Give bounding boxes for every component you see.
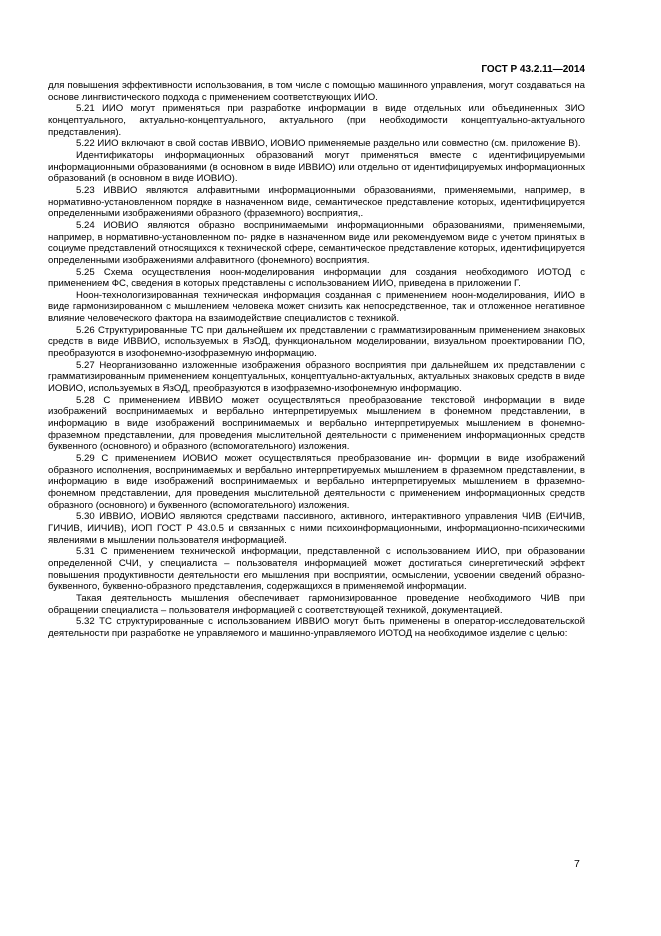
paragraph: 5.27 Неорганизованно изложенные изображения образного восприятия при дальнейшем их представлении с грамматизированным применением концептуальных, концептуально-актуальных, актуальных знаковых средств в виде ИОВИО, используемых в ЯзОД, преобразуются в изофраземно-изофонемную информацию.	[48, 359, 585, 395]
paragraph: Идентификаторы информационных образований могут применяться вместе с идентифицируемыми информационными образованиями (в основном в виде ИВВИО) или отдельно от идентифицируемых информационных образований (в основном в виде ИОВИО).	[48, 149, 585, 185]
paragraph: 5.28 С применением ИВВИО может осуществляться преобразование текстовой информации в виде изображений воспринимаемых и вербально интерпретируемых мышлением в фонемном представлении, в информацию в виде изображений воспринимаемых и вербально интерпретируемых мышлением в фонемно-фраземном представлении, для проведения мыслительной деятельности с применением информационных средств буквенного (основного) и образного (вспомогательного) изложения.	[48, 394, 585, 453]
document-body	[48, 80, 585, 640]
paragraph: 5.26 Структурированные ТС при дальнейшем их представлении с грамматизированным применением знаковых средств в виде ИВВИО, используемых в ЯзОД, функциональном моделировании, визуальном проектировании ПО, преобразуются в изофонемно-изофраземную информацию.	[48, 324, 585, 360]
paragraph: 5.21 ИИО могут применяться при разработке информации в виде отдельных или объединенных ЗИО концептуального, актуально-концептуального, актуального (при необходимости концептуально-актуального представления).	[48, 103, 585, 138]
paragraph: для повышения эффективности использования, в том числе с помощью машинного управления, могут создаваться на основе лингвистического подхода с применением соответствующих ИИО.	[48, 80, 585, 103]
paragraph: 5.30 ИВВИО, ИОВИО являются средствами пассивного, активного, интерактивного управления ЧИВ (ЕИЧИВ, ГИЧИВ, ИИЧИВ), ИОП ГОСТ Р 43.0.5 и связанных с ними психоинформационными, информационно-психическими явлениями в мышлении пользователя информацией.	[48, 511, 585, 546]
paragraph: Ноон-технологизированная техническая информация созданная с применением ноон-моделирования, ИИО в виде гармонизированном с мышлением человека может снизить как непосредственное, так и отложенное негативное влияние человеческого фактора на взаимодействие специалистов с техникой.	[48, 289, 585, 325]
paragraph: 5.29 С применением ИОВИО может осуществляться преобразование ин- формции в виде изображений образного исполнения, воспринимаемых и вербально интерпретируемых мышлением в фраземном представлении, в информацию в виде изображений воспринимаемых и вербально интерпретируемых мышлением в фраземно-фонемном представлении, для проведения мыслительной деятельности с применением информационных средств образного (основного) и буквенного (вспомогательного) изложения.	[48, 453, 585, 511]
paragraph: 5.23 ИВВИО являются алфавитными информационными образованиями, применяемыми, например, в нормативно-установленном порядке в назначенном виде, семантическое представление которых, идентифицируется определенными изображениями образного (фраземного) восприятия,.	[48, 184, 585, 220]
paragraph: 5.25 Схема осуществления ноон-моделирования информации для создания необходимого ИОТОД с применением ФС, сведения в которых представлены с использованием ИИО, приведена в приложении Г.	[48, 266, 585, 290]
paragraph: 5.24 ИОВИО являются образно воспринимаемыми информационными образованиями, применяемыми, например, в нормативно-установленном по- рядке в назначенном виде или рекомендуемом виде с учетом принятых в социуме представлений относящихся к технической сфере, семантическое представление которых, идентифицируется определенными изображениями алфавитного (фонемного) восприятия.	[48, 219, 585, 266]
paragraph: 5.32 ТС структурированные с использованием ИВВИО могут быть применены в оператор-исследовательской деятельности при разработке не управляемого и машинно-управляемого ИОТОД на необходимое изделие с целью:	[48, 616, 585, 639]
paragraph: 5.31 С применением технической информации, представленной с использованием ИИО, при образовании определенной СЧИ, у специалиста – пользователя информацией может достигаться синергетический эффект повышения продуктивности деятельности его мышления при восприятии, осмыслении, усвоении сведений образно-буквенного, буквенно-образного представления, содержащихся в применяемой информации.	[48, 546, 585, 593]
page-number: 7	[574, 858, 580, 870]
standard-header: ГОСТ Р 43.2.11—2014	[481, 64, 585, 75]
paragraph: Такая деятельность мышления обеспечивает гармонизированное проведение необходимого ЧИВ при обращении специалиста – пользователя информацией с соответствующей техникой, документацией.	[48, 592, 585, 616]
paragraph: 5.22 ИИО включают в свой состав ИВВИО, ИОВИО применяемые раздельно или совместно (см. приложение В).	[76, 138, 581, 150]
